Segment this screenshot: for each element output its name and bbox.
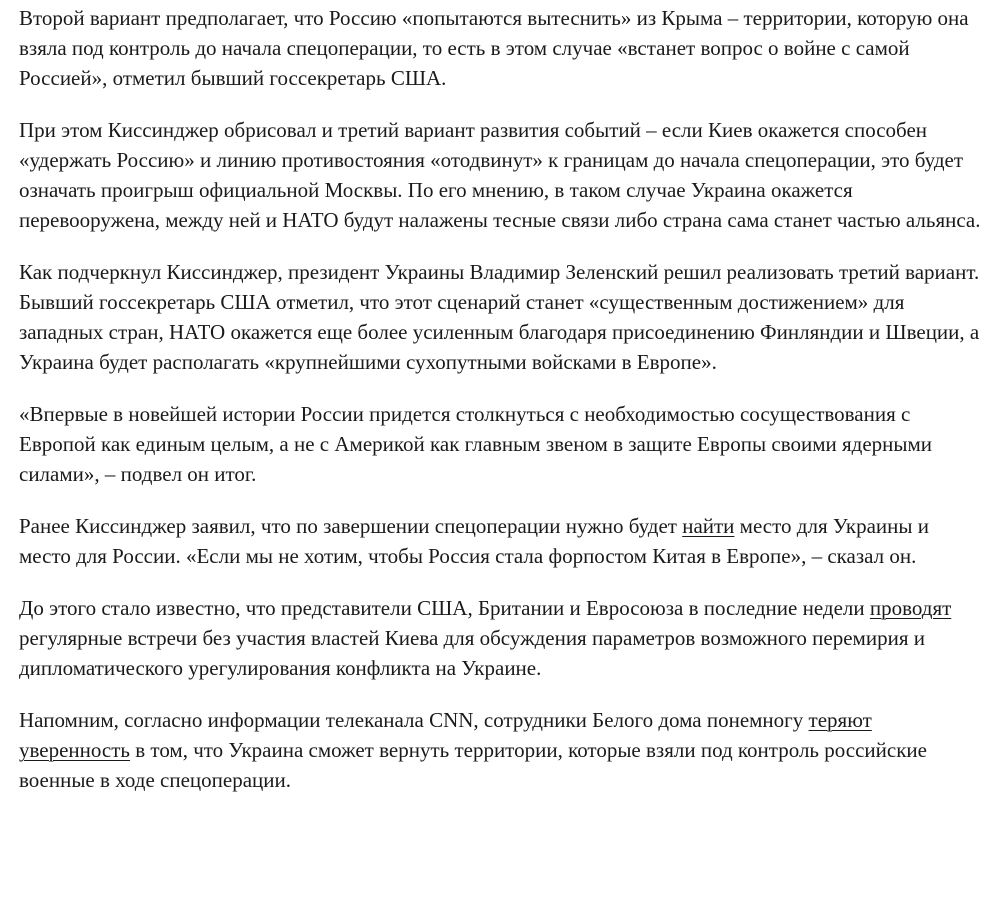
paragraph-meetings (19, 593, 985, 683)
paragraph-earlier-statement (19, 511, 985, 571)
paragraph-text: Как подчеркнул Киссинджер, президент Украины Владимир Зеленский решил реализовать третий вариант. Бывший госсекретарь США отметил, что этот сценарий станет «существенным достижением» для западных стран, НАТО окажется еще более усиленным благодаря присоединению Финляндии и Швеции, а Украина будет располагать «крупнейшими сухопутными войсками в Европе». (19, 260, 980, 374)
link-losing-confidence[interactable]: теряют уверенность (19, 708, 872, 762)
paragraph-third-scenario (19, 115, 985, 235)
paragraph-text: При этом Киссинджер обрисовал и третий вариант развития событий – если Киев окажется способен «удержать Россию» и линию противостояния «отодвинут» к границам до начала спецоперации, это будет означать проигрыш официальной Москвы. По его мнению, в таком случае Украина окажется перевооружена, между ней и НАТО будут налажены тесные связи либо страна сама станет частью альянса. (19, 118, 981, 232)
link-holding-meetings[interactable]: проводят (869, 596, 952, 620)
paragraph-text-after-link: в том, что Украина сможет вернуть территории, которые взяли под контроль российские военные в ходе спецоперации. (19, 738, 927, 792)
paragraph-text: «Впервые в новейшей истории России придется столкнуться с необходимостью сосуществования с Европой как единым целым, а не с Америкой как главным звеном в защите Европы своими ядерными силами», – подвел он итог. (19, 402, 933, 486)
paragraph-text-before-link: Ранее Киссинджер заявил, что по завершении спецоперации нужно будет (19, 514, 683, 538)
link-find[interactable]: найти (682, 514, 735, 538)
paragraph-second-scenario (19, 3, 985, 93)
paragraph-text: Второй вариант предполагает, что Россию «попытаются вытеснить» из Крыма – территории, которую она взяла под контроль до начала спецоперации, то есть в этом случае «встанет вопрос о войне с самой Россией», отметил бывший госсекретарь США. (19, 6, 969, 90)
paragraph-text-before-link: Напомним, согласно информации телеканала CNN, сотрудники Белого дома понемногу (19, 708, 809, 732)
paragraph-zelensky-choice (19, 257, 985, 377)
paragraph-text-after-link: регулярные встречи без участия властей Киева для обсуждения параметров возможного перемирия и дипломатического урегулирования конфликта на Украине. (19, 626, 925, 680)
paragraph-text-after-link: место для Украины и место для России. «Если мы не хотим, чтобы Россия стала форпостом Китая в Европе», – сказал он. (19, 514, 929, 568)
paragraph-quote (19, 399, 985, 489)
paragraph-text-before-link: До этого стало известно, что представители США, Британии и Евросоюза в последние недели (19, 596, 870, 620)
article-body (19, 0, 985, 817)
paragraph-cnn (19, 705, 985, 795)
